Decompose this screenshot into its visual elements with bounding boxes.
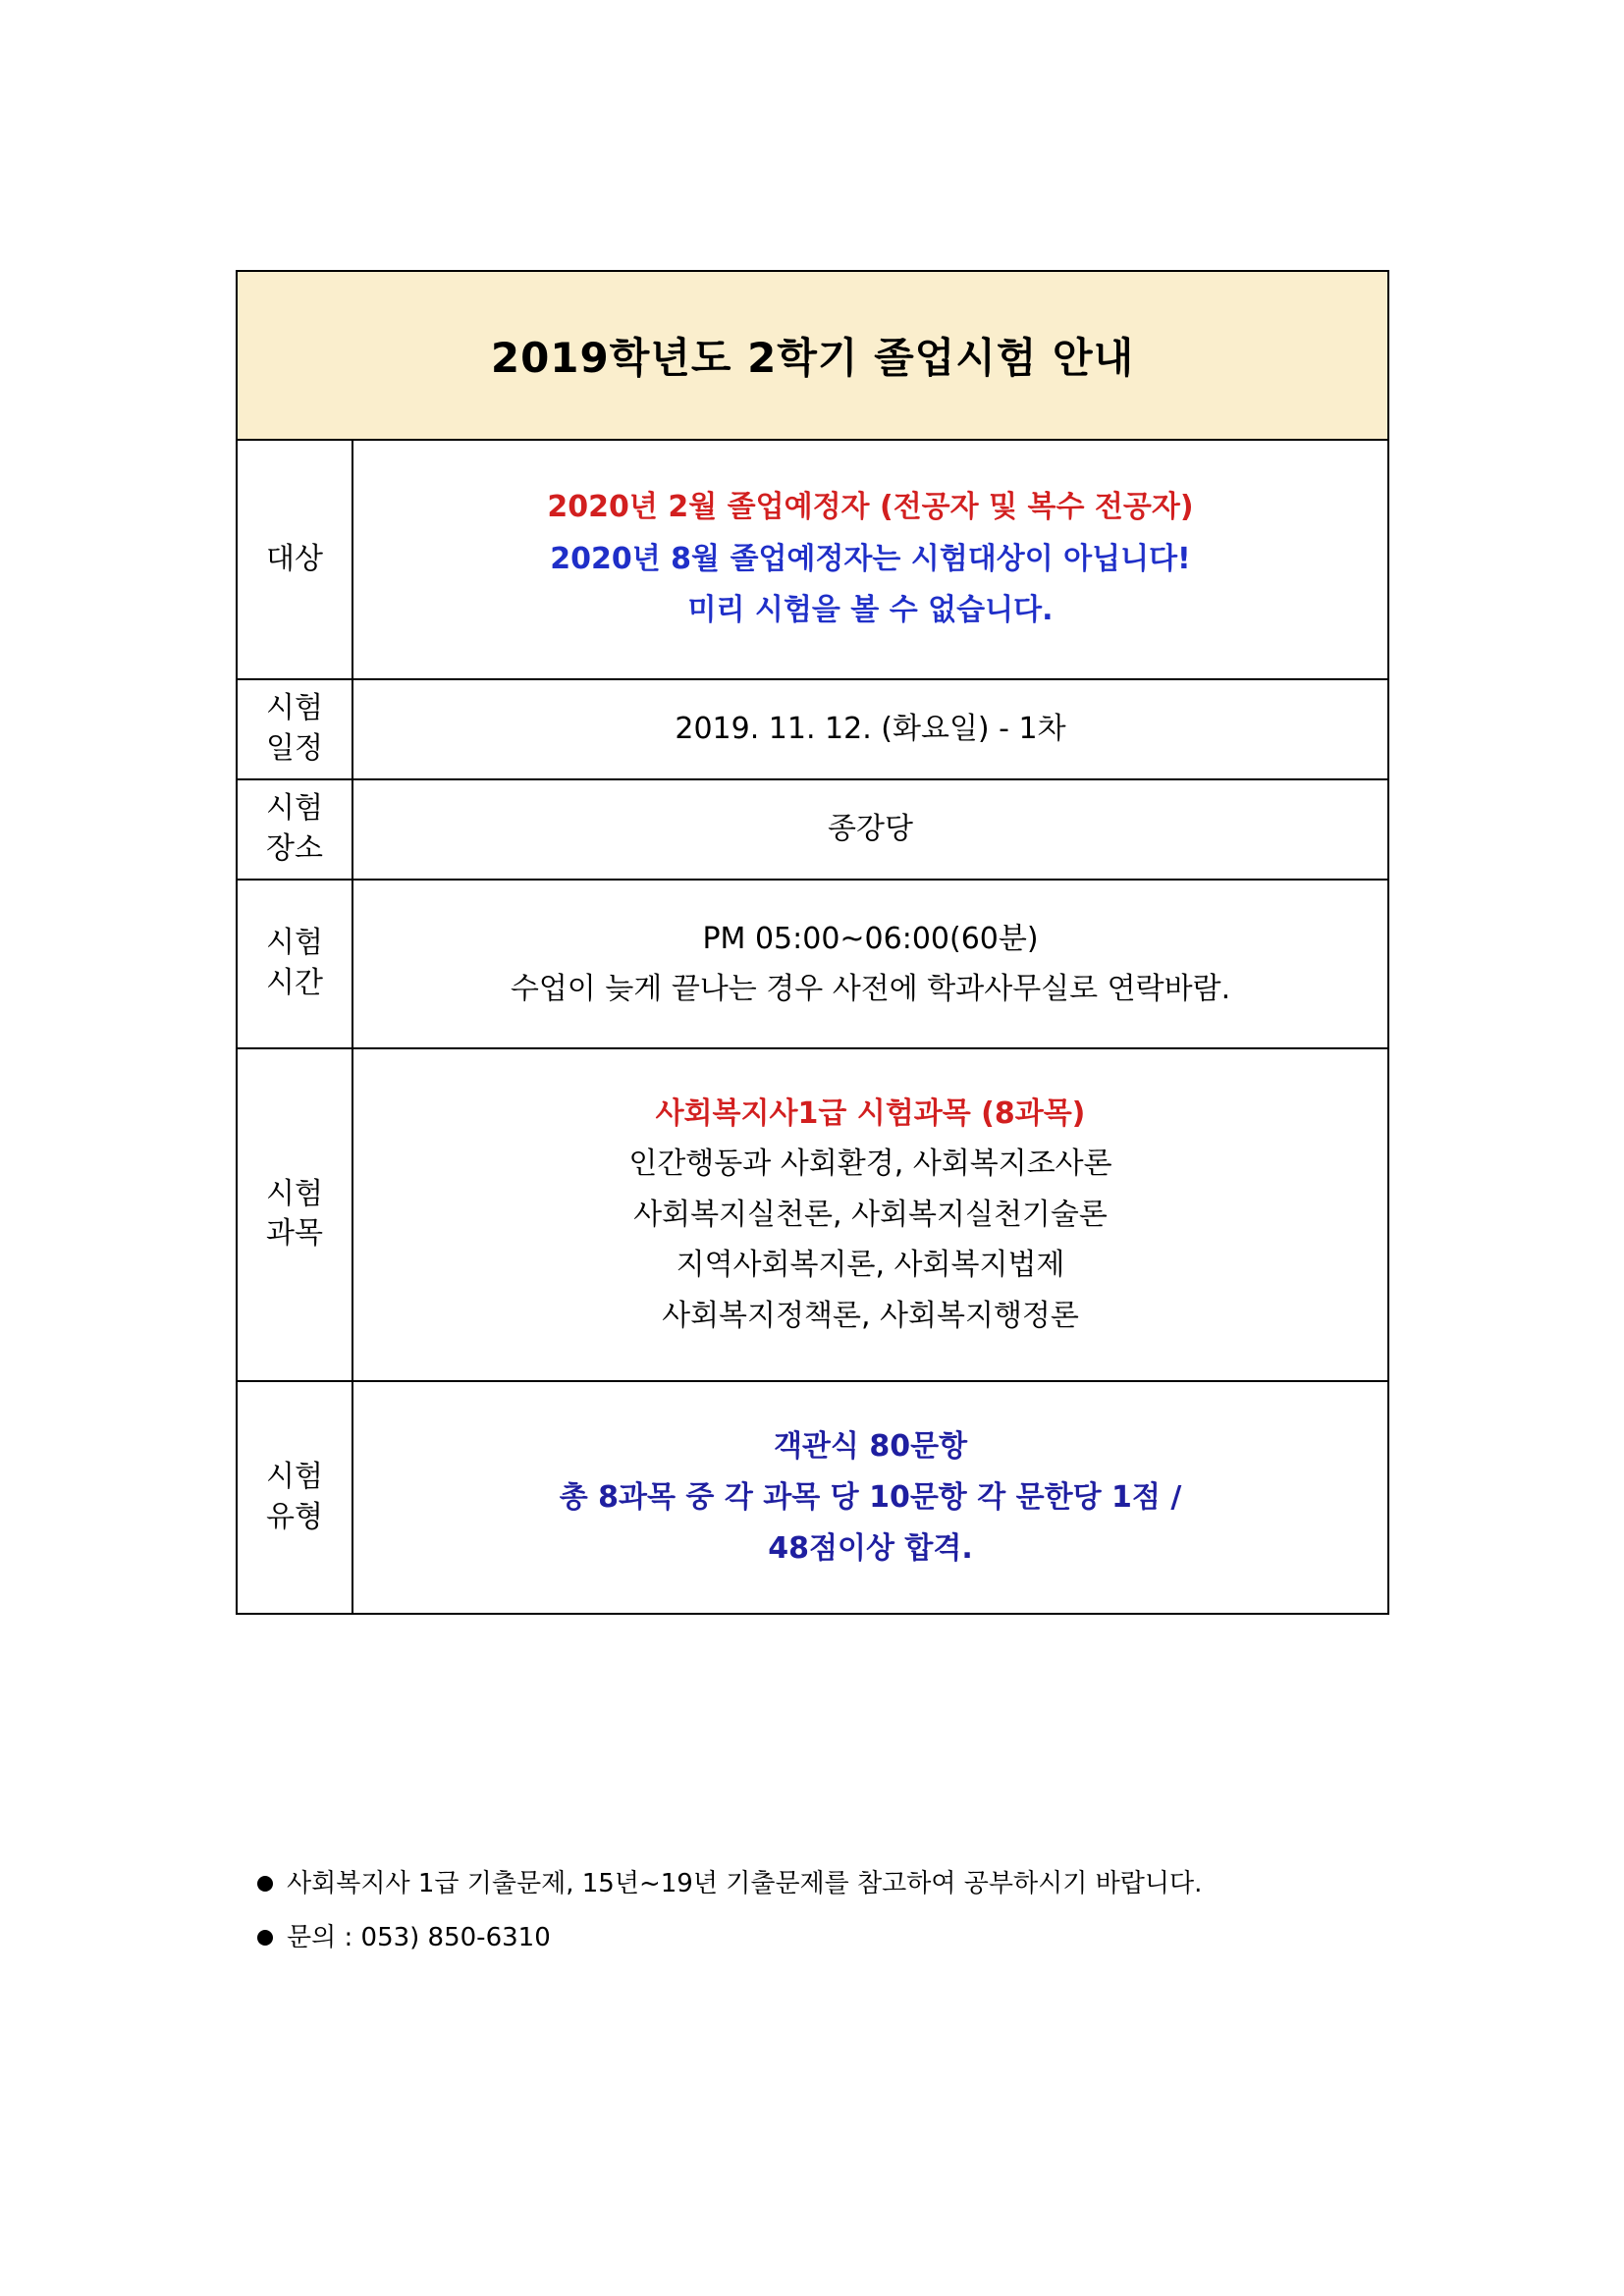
row-content-target	[352, 440, 1388, 679]
exam-info-table	[236, 270, 1389, 1615]
row-content-place	[352, 779, 1388, 880]
row-content-type	[352, 1381, 1388, 1614]
target-line-2: 2020년 8월 졸업예정자는 시험대상이 아닙니다!	[550, 541, 1191, 576]
note-text: 사회복지사 1급 기출문제, 15년~19년 기출문제를 참고하여 공부하시기 바랍니다.	[287, 1869, 1203, 1898]
bullet-icon	[257, 1930, 273, 1946]
target-line-3: 미리 시험을 볼 수 없습니다.	[687, 593, 1054, 627]
subjects-line-1: 사회복지사1급 시험과목 (8과목)	[655, 1095, 1086, 1131]
row-label-schedule-line1: 시험	[266, 691, 323, 725]
table-row-schedule	[237, 679, 1388, 779]
table-row-time	[237, 880, 1388, 1048]
note-item	[236, 1919, 1414, 1957]
table-row-title	[237, 271, 1388, 440]
page-title: 2019학년도 2학기 졸업시험 안내	[237, 271, 1388, 440]
table-row-target	[237, 440, 1388, 679]
row-label-type-line2: 유형	[266, 1499, 323, 1534]
row-label-target: 대상	[237, 440, 352, 679]
row-content-subjects	[352, 1048, 1388, 1382]
row-label-schedule-line2: 일정	[266, 730, 323, 766]
subjects-line-3: 사회복지실천론, 사회복지실천기술론	[633, 1197, 1108, 1232]
bullet-icon	[257, 1876, 273, 1892]
table-row-type	[237, 1381, 1388, 1614]
type-line-3: 48점이상 합격.	[768, 1530, 973, 1566]
subjects-line-2: 인간행동과 사회환경, 사회복지조사론	[628, 1147, 1112, 1182]
type-line-2: 총 8과목 중 각 과목 당 10문항 각 문한당 1점 /	[559, 1480, 1182, 1516]
row-label-time	[237, 880, 352, 1048]
row-label-subjects-line1: 시험	[266, 1176, 323, 1211]
subjects-line-4: 지역사회복지론, 사회복지법제	[676, 1248, 1065, 1283]
row-label-subjects-line2: 과목	[266, 1216, 323, 1252]
type-line-1: 객관식 80문항	[773, 1429, 968, 1465]
target-line-1: 2020년 2월 졸업예정자 (전공자 및 복수 전공자)	[547, 490, 1194, 524]
row-label-subjects	[237, 1048, 352, 1382]
row-label-place-line2: 장소	[266, 830, 323, 866]
row-label-time-line2: 시간	[266, 965, 323, 1000]
row-label-place	[237, 779, 352, 880]
note-text: 문의 : 053) 850-6310	[287, 1923, 551, 1952]
note-item	[236, 1865, 1414, 1903]
schedule-line-1: 2019. 11. 12. (화요일) - 1차	[675, 711, 1066, 746]
time-line-1: PM 05:00~06:00(60분)	[702, 921, 1039, 956]
row-content-schedule	[352, 679, 1388, 779]
place-line-1: 종강당	[828, 811, 913, 846]
row-content-time	[352, 880, 1388, 1048]
row-label-time-line1: 시험	[266, 926, 323, 960]
table-row-place	[237, 779, 1388, 880]
row-label-schedule	[237, 679, 352, 779]
subjects-line-5: 사회복지정책론, 사회복지행정론	[662, 1298, 1079, 1333]
table-row-subjects	[237, 1048, 1388, 1382]
row-label-place-line1: 시험	[266, 791, 323, 826]
notes-list	[236, 1865, 1414, 1973]
row-label-type-line1: 시험	[266, 1460, 323, 1495]
row-label-type	[237, 1381, 352, 1614]
time-line-2: 수업이 늦게 끝나는 경우 사전에 학과사무실로 연락바람.	[510, 971, 1231, 1006]
